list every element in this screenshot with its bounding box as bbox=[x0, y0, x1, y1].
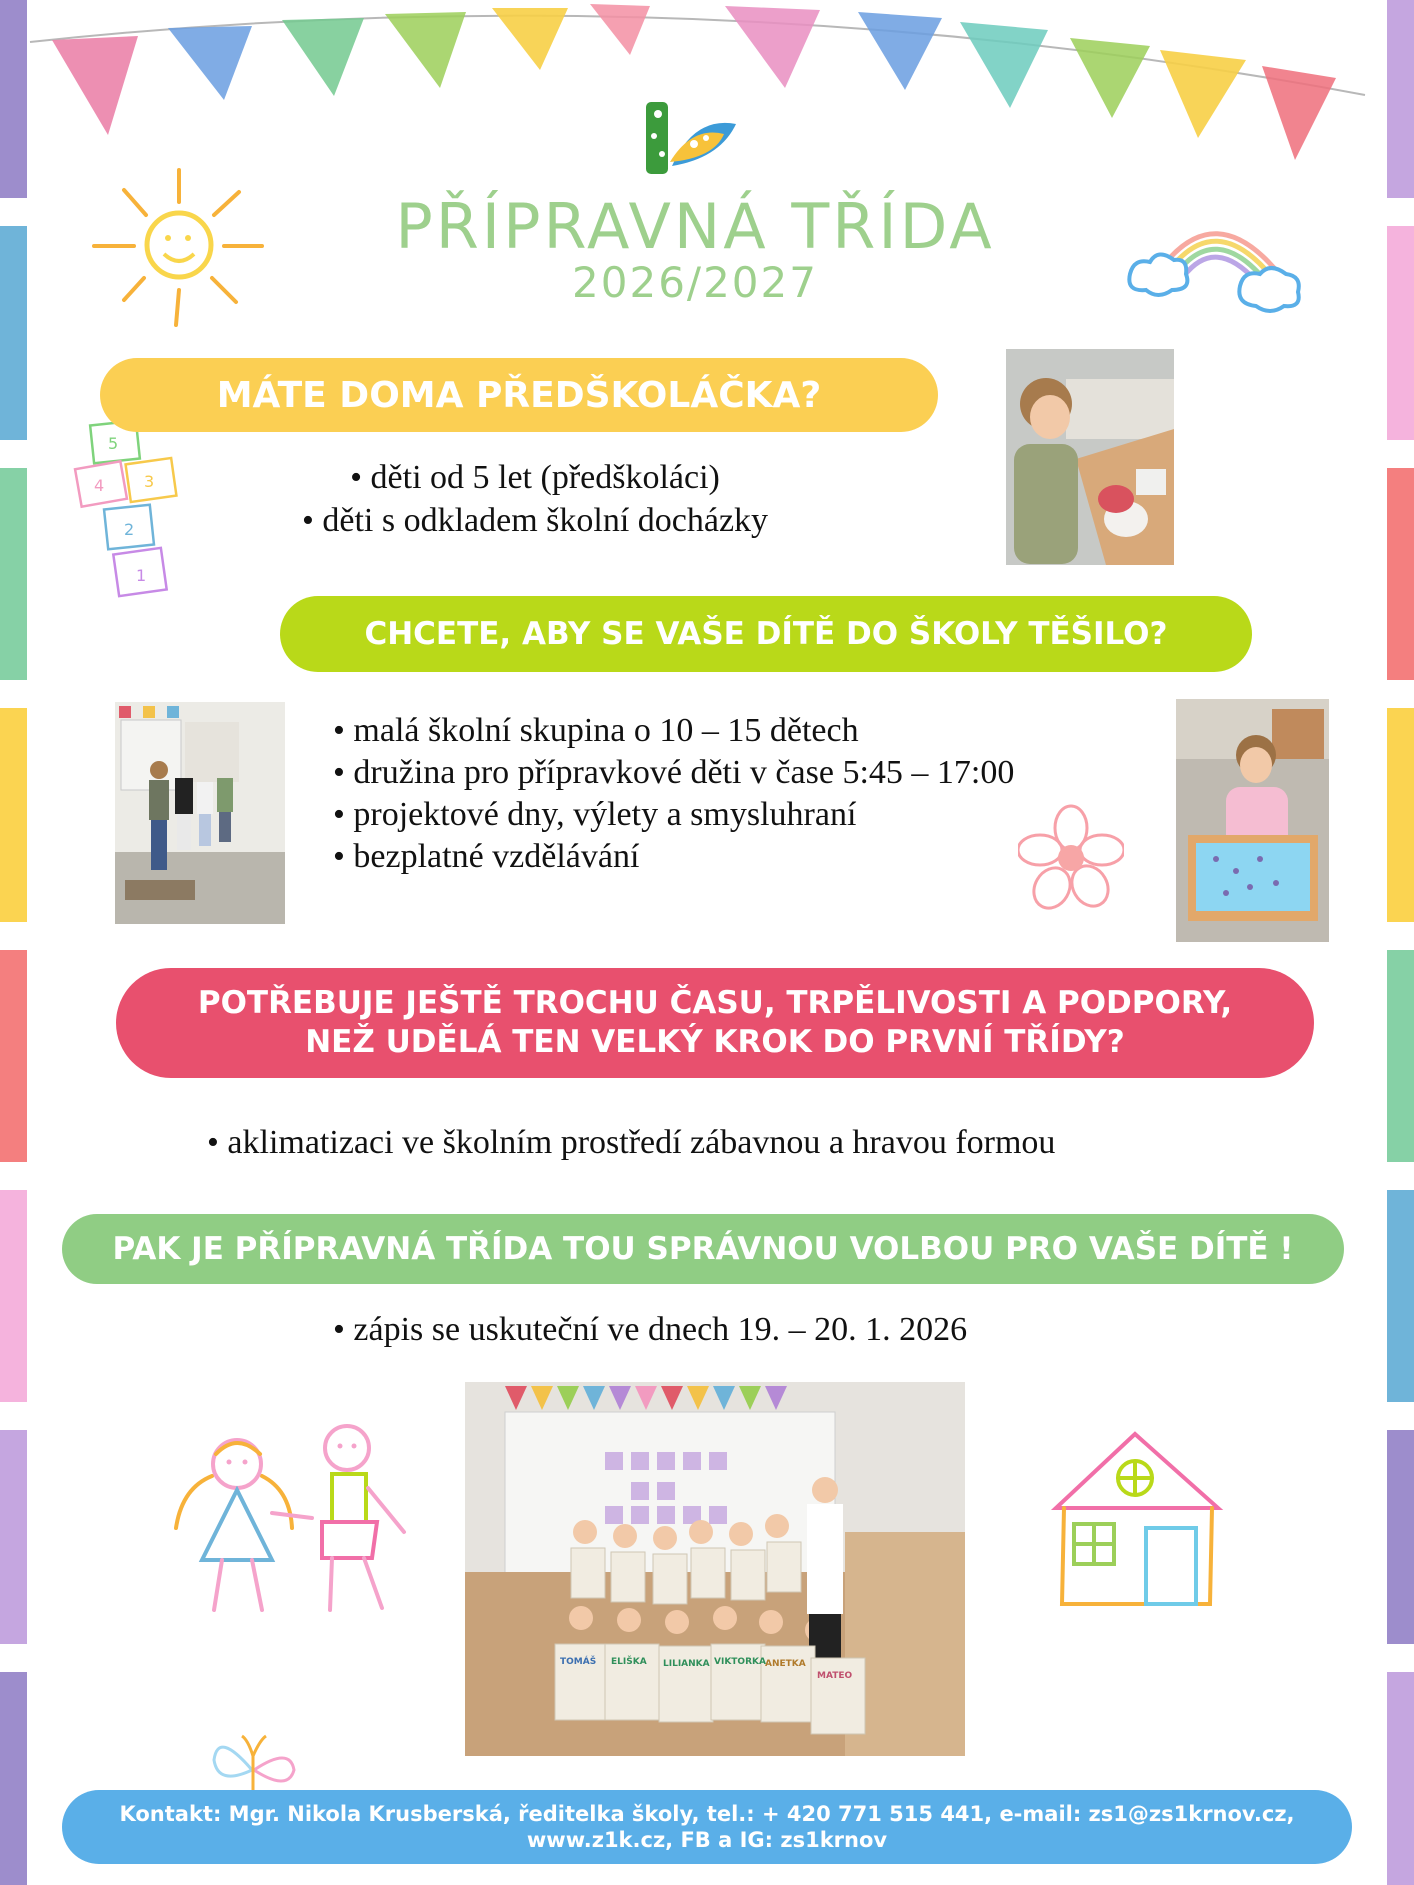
nametag-text: ELIŠKA bbox=[611, 1657, 647, 1667]
heading-preschooler: MÁTE DOMA PŘEDŠKOLÁČKA? bbox=[100, 358, 938, 432]
acclimatization-list bbox=[207, 1122, 1055, 1164]
photo-children-walking bbox=[115, 702, 285, 924]
contact-line: www.z1k.cz, FB a IG: zs1krnov bbox=[526, 1828, 888, 1852]
svg-text:3: 3 bbox=[144, 472, 155, 491]
list-item: • děti od 5 let (předškoláci) bbox=[255, 456, 815, 499]
nametag-text: MATEO bbox=[817, 1671, 853, 1681]
nametag-text: LILIANKA bbox=[663, 1659, 710, 1669]
svg-text:1: 1 bbox=[136, 566, 147, 585]
photo-child-drawing bbox=[1006, 349, 1174, 565]
photo-class-group bbox=[465, 1382, 965, 1756]
stripe-right-blue bbox=[1387, 1190, 1414, 1402]
stripe-left-yellow bbox=[0, 708, 27, 922]
stripe-right-yellow bbox=[1387, 708, 1414, 922]
stripe-left-mint bbox=[0, 468, 27, 680]
heading-need-time bbox=[116, 968, 1314, 1078]
stripe-left-pink bbox=[0, 1190, 27, 1402]
house-drawing bbox=[1050, 1428, 1225, 1613]
list-item: • zápis se uskuteční ve dnech 19. – 20. 1. 2026 bbox=[333, 1309, 967, 1351]
svg-text:5: 5 bbox=[108, 434, 119, 453]
stripe-right-pink bbox=[1387, 226, 1414, 440]
stripe-left-lilac bbox=[0, 1430, 27, 1644]
heading-look-forward: CHCETE, ABY SE VAŠE DÍTĚ DO ŠKOLY TĚŠILO? bbox=[280, 596, 1252, 672]
nametag-text: VIKTORKA bbox=[714, 1657, 766, 1667]
stripe-right-mint bbox=[1387, 950, 1414, 1162]
list-item: • malá školní skupina o 10 – 15 dětech bbox=[333, 710, 1014, 752]
stripe-left-coral bbox=[0, 950, 27, 1162]
preschooler-list bbox=[255, 456, 815, 542]
svg-text:2: 2 bbox=[124, 520, 135, 539]
nametag-text: ANETKA bbox=[765, 1659, 806, 1669]
benefits-list bbox=[333, 710, 1014, 878]
heading-line: NEŽ UDĚLÁ TEN VELKÝ KROK DO PRVNÍ TŘÍDY? bbox=[305, 1024, 1125, 1060]
children-drawing bbox=[172, 1418, 422, 1623]
hopscotch-drawing bbox=[72, 415, 197, 605]
rainbow-drawing bbox=[1120, 200, 1310, 320]
school-logo bbox=[632, 96, 742, 182]
list-item: • projektové dny, výlety a smysluhraní bbox=[333, 794, 1014, 836]
svg-text:4: 4 bbox=[94, 476, 105, 495]
school-year: 2026/2027 bbox=[572, 258, 818, 307]
contact-line: Kontakt: Mgr. Nikola Krusberská, ředitelka školy, tel.: + 420 771 515 441, e-mail: zs1@zs1krnov.cz, bbox=[119, 1801, 1295, 1826]
nametag-text: TOMÁŠ bbox=[560, 1657, 597, 1667]
stripe-right-purple bbox=[1387, 1430, 1414, 1644]
stripe-left-blue bbox=[0, 226, 27, 440]
contact-bar bbox=[62, 1790, 1352, 1864]
heading-line: POTŘEBUJE JEŠTĚ TROCHU ČASU, TRPĚLIVOSTI A PODPORY, bbox=[197, 985, 1233, 1022]
page-title: PŘÍPRAVNÁ TŘÍDA bbox=[395, 190, 995, 263]
list-item: • děti s odkladem školní docházky bbox=[255, 499, 815, 542]
list-item: • bezplatné vzdělávání bbox=[333, 836, 1014, 878]
flower-drawing bbox=[1018, 804, 1124, 914]
sun-drawing bbox=[84, 160, 284, 340]
stripe-right-coral bbox=[1387, 468, 1414, 680]
enrollment-list bbox=[333, 1309, 967, 1351]
list-item: • družina pro přípravkové děti v čase 5:45 – 17:00 bbox=[333, 752, 1014, 794]
heading-right-choice: PAK JE PŘÍPRAVNÁ TŘÍDA TOU SPRÁVNOU VOLBOU PRO VAŠE DÍTĚ ! bbox=[62, 1214, 1344, 1284]
list-item: • aklimatizaci ve školním prostředí zábavnou a hravou formou bbox=[207, 1122, 1055, 1164]
photo-light-table bbox=[1176, 699, 1329, 942]
stripe-right-violet bbox=[1387, 1672, 1414, 1885]
stripe-left-violet bbox=[0, 1672, 27, 1885]
